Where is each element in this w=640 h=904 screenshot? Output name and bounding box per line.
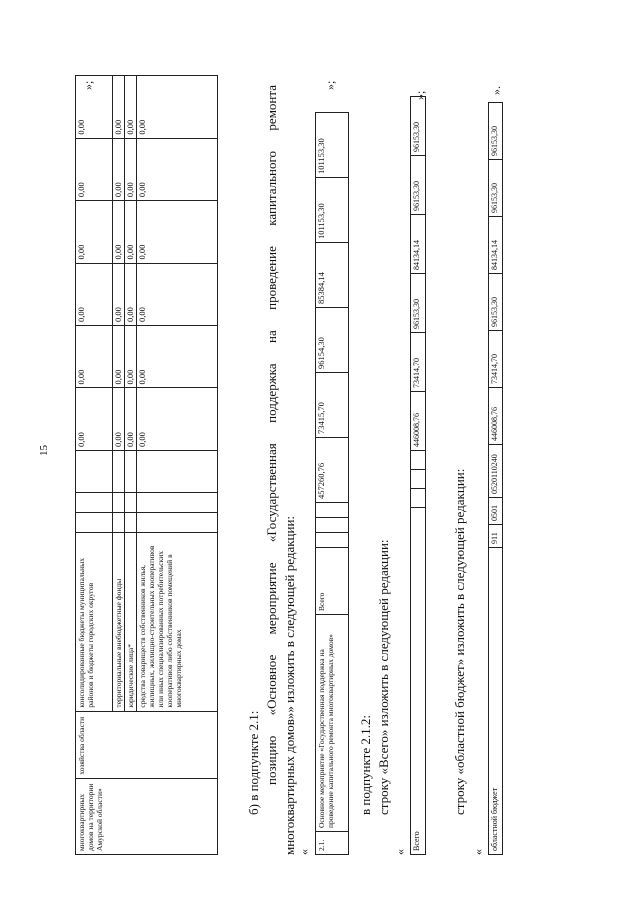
opening-quote: « xyxy=(297,849,311,855)
rotated-document-frame xyxy=(75,75,505,855)
opening-quote: « xyxy=(393,849,407,855)
table-cell-value: 0,00 xyxy=(113,263,125,325)
table-cell-value: 0,00 xyxy=(137,138,218,200)
table-cell-program: многоквартирных домов на территории Амурской области» xyxy=(76,778,218,854)
table-cell-value: 73414,70 xyxy=(411,333,426,392)
table-cell-value: 0,00 xyxy=(125,388,137,450)
table-cell-source: Всего xyxy=(411,508,426,855)
opening-quote: « xyxy=(471,849,485,855)
total-row-table xyxy=(410,96,426,855)
table-cell-code xyxy=(137,513,218,533)
table-cell-value: 0,00 xyxy=(76,388,113,450)
table-cell-code xyxy=(316,503,349,518)
table-cell-value: 101153,30 xyxy=(316,178,349,243)
table-cell-code xyxy=(125,493,137,513)
closing-quote: »; xyxy=(81,80,95,90)
table-cell-value: 96153,30 xyxy=(489,160,503,217)
table-cell-value: 0,00 xyxy=(125,138,137,200)
table-cell-value: 0,00 xyxy=(125,326,137,388)
table-cell-value: 84134,14 xyxy=(411,215,426,274)
row-2-1-table xyxy=(315,112,349,855)
table-cell-name: Основное мероприятие «Государственная поддержка на проведение капитального ремонта многоквартирных домов» xyxy=(316,615,349,832)
table-cell-executor: хозяйства области xyxy=(76,711,218,778)
paragraph-212-heading: в подпункте 2.1.2: xyxy=(358,715,373,815)
table-cell-code xyxy=(76,513,113,533)
table-cell-source: областной бюджет xyxy=(489,548,503,855)
table-cell-code xyxy=(316,533,349,548)
table-cell-value: 0,00 xyxy=(113,388,125,450)
table-cell-source: юридические лица* xyxy=(125,533,137,712)
table-cell-source: консолидированные бюджеты муниципальных районов и бюджеты городских округов xyxy=(76,533,113,712)
table-row xyxy=(76,76,113,855)
table-row xyxy=(316,113,349,855)
regional-budget-row-table xyxy=(488,102,503,855)
table-cell-value: 73415,70 xyxy=(316,373,349,438)
table-cell-value: 457260,76 xyxy=(316,438,349,503)
table-cell-code xyxy=(125,513,137,533)
table-cell-value: 96153,30 xyxy=(489,274,503,331)
closing-quote: »; xyxy=(323,80,337,90)
table-cell-value: 0,00 xyxy=(113,201,125,263)
table-cell-value: 0,00 xyxy=(76,76,113,139)
table-cell-value: 0,00 xyxy=(125,201,137,263)
table-cell-value: 85384,14 xyxy=(316,243,349,308)
table-cell-value: 0,00 xyxy=(76,201,113,263)
table-cell-value: 0,00 xyxy=(137,201,218,263)
table-cell-value: 0,00 xyxy=(125,76,137,139)
table-cell-value: 0,00 xyxy=(76,138,113,200)
table-row xyxy=(411,97,426,855)
table-cell-value: 96153,30 xyxy=(411,274,426,333)
table-cell-value: 0,00 xyxy=(113,326,125,388)
table-cell-value: 0,00 xyxy=(76,326,113,388)
table-cell-value: 0,00 xyxy=(113,138,125,200)
table-cell-source: Всего xyxy=(316,548,349,615)
table-cell-value: 84134,14 xyxy=(489,217,503,274)
table-cell-value: 0,00 xyxy=(137,388,218,450)
table-cell-code xyxy=(113,513,125,533)
table-cell-code xyxy=(76,493,113,513)
table-cell-value: 0,00 xyxy=(125,263,137,325)
table-cell-value: 96154,30 xyxy=(316,308,349,373)
paragraph-b-heading: б) в подпункте 2.1: xyxy=(246,710,261,815)
table-cell-code xyxy=(411,489,426,508)
closing-quote: ». xyxy=(489,86,503,95)
table-cell-value: 96153,30 xyxy=(411,156,426,215)
funding-table-continuation xyxy=(75,75,218,855)
paragraph-b-text: позицию «Основное мероприятие «Государственная поддержка на проведение капитального ремонта xyxy=(264,85,279,785)
table-cell-value: 0,00 xyxy=(137,326,218,388)
table-cell-source: средства товариществ собственников жилья, жилищных, жилищно-строительных кооперативов или иных специализированных потребительских кооперативов либо собственников помещений в многоквартирных домах xyxy=(137,533,218,712)
table-cell-code: 0520110240 xyxy=(489,445,503,498)
table-cell-value: 446008,76 xyxy=(411,392,426,451)
table-cell-source: территориальные внебюджетные фонды xyxy=(113,533,125,712)
table-cell-code xyxy=(137,450,218,492)
table-cell-value: 446008,76 xyxy=(489,388,503,445)
table-cell-code xyxy=(137,493,218,513)
table-cell-value: 96153,30 xyxy=(411,97,426,156)
paragraph-b-text-cont: многоквартирных домов»» изложить в следующей редакции: xyxy=(282,515,297,855)
page-number: 15 xyxy=(38,445,50,456)
table-cell-value: 101153,30 xyxy=(316,113,349,178)
table-cell-value: 0,00 xyxy=(113,76,125,139)
table-cell-code xyxy=(316,518,349,533)
table-cell-code xyxy=(411,451,426,470)
table-cell-code xyxy=(411,470,426,489)
table-cell-code xyxy=(113,450,125,492)
paragraph-212-text: строку «Всего» изложить в следующей редакции: xyxy=(376,539,391,815)
table-cell-value: 96153,30 xyxy=(489,103,503,160)
table-cell-value: 0,00 xyxy=(137,263,218,325)
paragraph-budget-text: строку «областной бюджет» изложить в следующей редакции: xyxy=(452,468,467,815)
table-row xyxy=(489,103,503,855)
table-cell-value: 0,00 xyxy=(137,76,218,139)
table-cell-code xyxy=(125,450,137,492)
table-cell-number: 2.1. xyxy=(316,832,349,855)
table-cell-value: 73414,70 xyxy=(489,331,503,388)
closing-quote: »; xyxy=(413,90,427,100)
table-cell-value: 0,00 xyxy=(76,263,113,325)
table-cell-code xyxy=(76,450,113,492)
table-cell-code: 911 xyxy=(489,525,503,548)
table-cell-code xyxy=(113,493,125,513)
table-cell-code: 0501 xyxy=(489,498,503,525)
